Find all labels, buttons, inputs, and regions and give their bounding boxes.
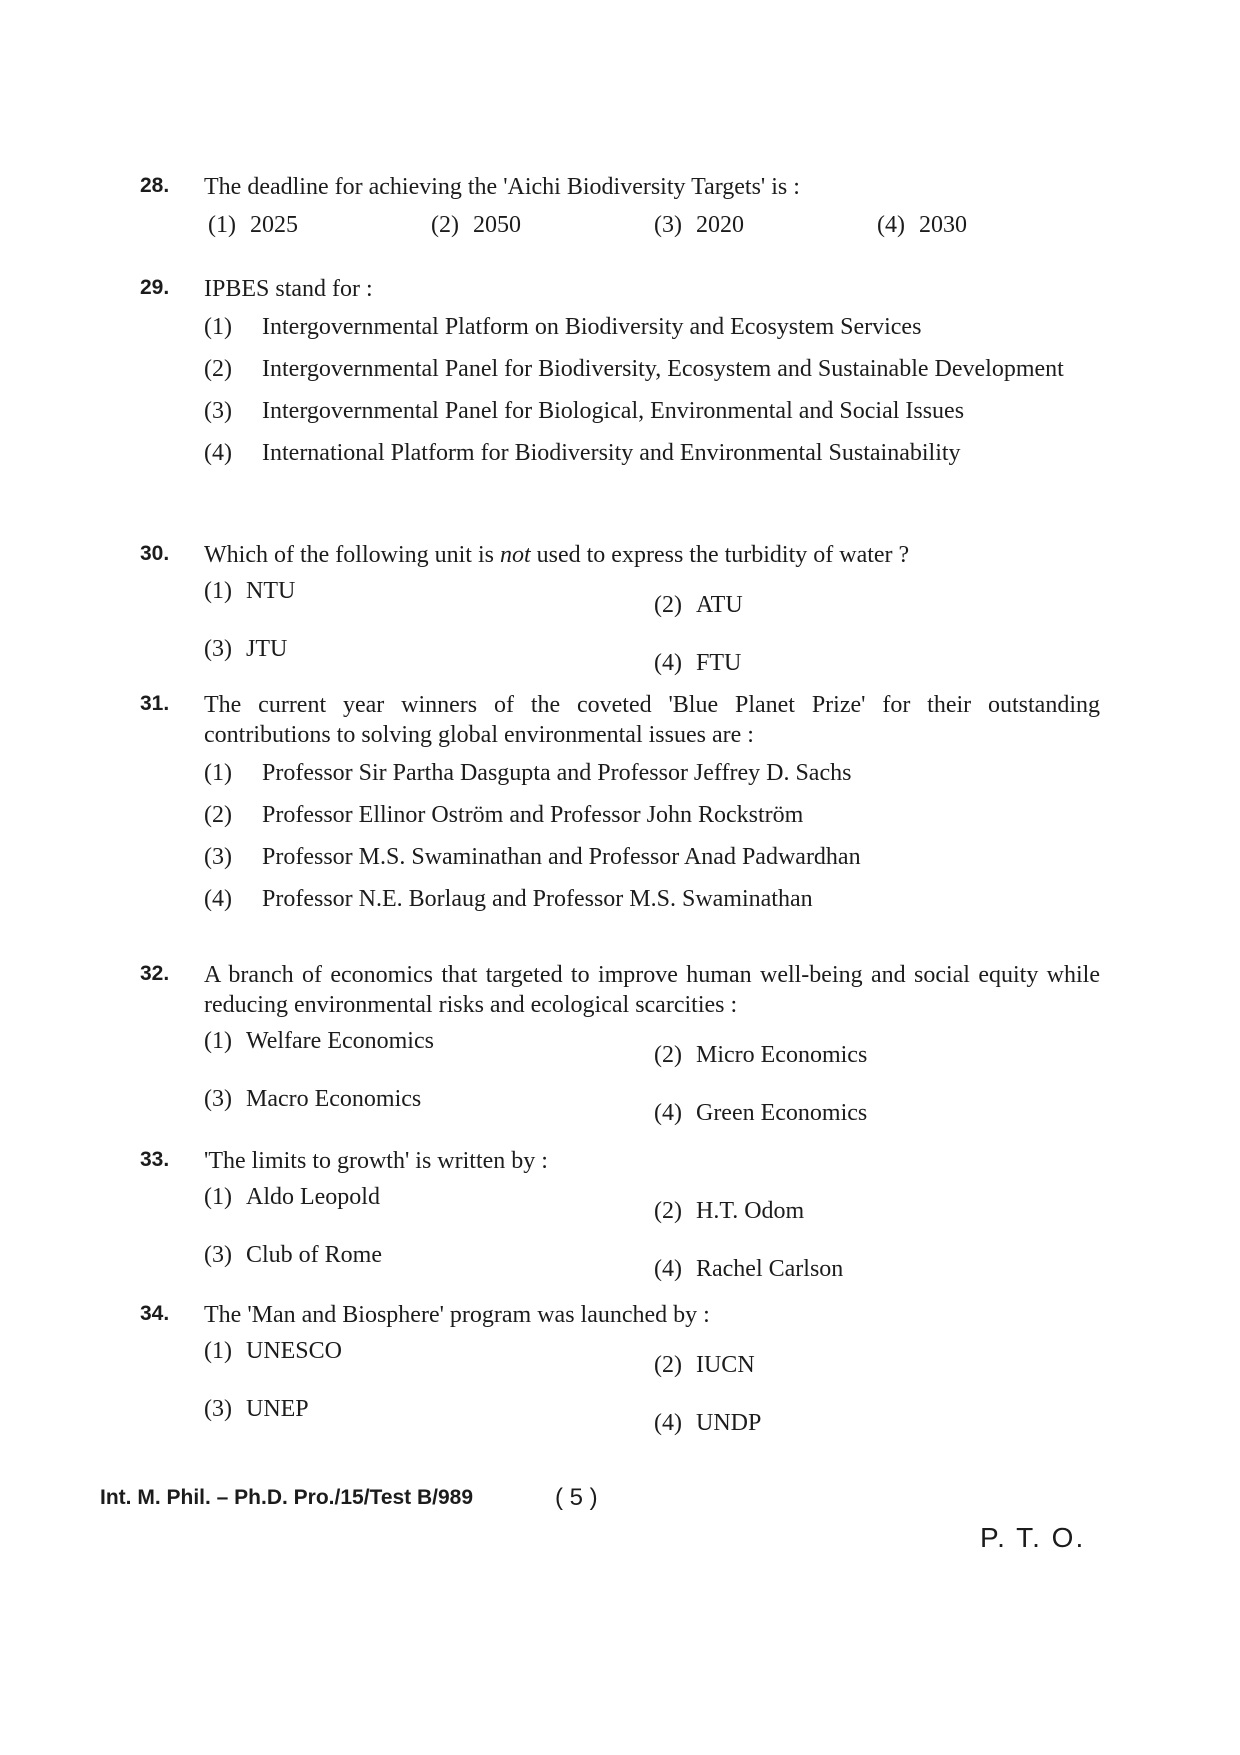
option-3: (3) JTU bbox=[204, 636, 288, 662]
paper-code: Int. M. Phil. – Ph.D. Pro./15/Test B/989 bbox=[100, 1486, 474, 1509]
option-3: (3) 2020 bbox=[654, 212, 744, 238]
option-1: (1) Professor Sir Partha Dasgupta and Professor Jeffrey D. Sachs bbox=[204, 760, 852, 786]
question-number: 34. bbox=[140, 1302, 170, 1325]
options bbox=[204, 576, 1100, 692]
option-4: (4) International Platform for Biodiversity and Environmental Sustainability bbox=[204, 440, 961, 466]
option-1: (1) UNESCO bbox=[204, 1338, 342, 1364]
question-34 bbox=[140, 1300, 1100, 1452]
question-31 bbox=[140, 690, 1100, 926]
question-text: The deadline for achieving the 'Aichi Biodiversity Targets' is : bbox=[204, 174, 800, 200]
option-1: (1) Intergovernmental Platform on Biodiversity and Ecosystem Services bbox=[204, 314, 922, 340]
options bbox=[204, 1336, 1100, 1452]
question-number: 31. bbox=[140, 692, 170, 715]
option-4: (4) 2030 bbox=[877, 212, 967, 238]
question-number: 30. bbox=[140, 542, 170, 565]
options bbox=[204, 1182, 1100, 1298]
option-4: (4) UNDP bbox=[654, 1410, 762, 1436]
option-4: (4) Rachel Carlson bbox=[654, 1256, 844, 1282]
option-2: (2) H.T. Odom bbox=[654, 1198, 805, 1224]
option-2: (2) Micro Economics bbox=[654, 1042, 868, 1068]
option-4: (4) Green Economics bbox=[654, 1100, 868, 1126]
option-3: (3) Intergovernmental Panel for Biological, Environmental and Social Issues bbox=[204, 398, 965, 424]
option-4: (4) Professor N.E. Borlaug and Professor M.S. Swaminathan bbox=[204, 886, 813, 912]
option-3: (3) Club of Rome bbox=[204, 1242, 382, 1268]
question-text: A branch of economics that targeted to improve human well-being and social equity while reducing environmental risks and ecological scarcities : bbox=[204, 962, 1100, 1018]
question-number: 28. bbox=[140, 174, 170, 197]
question-30 bbox=[140, 540, 1100, 692]
question-text: The current year winners of the coveted 'Blue Planet Prize' for their outstanding contributions to solving global environmental issues are : bbox=[204, 692, 1100, 748]
options bbox=[204, 1026, 1100, 1142]
question-number: 32. bbox=[140, 962, 170, 985]
option-2: (2) Intergovernmental Panel for Biodiversity, Ecosystem and Sustainable Development bbox=[204, 356, 1064, 382]
options bbox=[204, 312, 1100, 468]
question-text: IPBES stand for : bbox=[204, 276, 373, 302]
option-3: (3) Macro Economics bbox=[204, 1086, 422, 1112]
option-3: (3) Professor M.S. Swaminathan and Professor Anad Padwardhan bbox=[204, 844, 861, 870]
option-4: (4) FTU bbox=[654, 650, 742, 676]
options bbox=[204, 758, 1100, 914]
question-text: Which of the following unit is not used to express the turbidity of water ? bbox=[204, 542, 910, 568]
option-2: (2) ATU bbox=[654, 592, 743, 618]
option-2: (2) 2050 bbox=[431, 212, 521, 238]
question-text: The 'Man and Biosphere' program was launched by : bbox=[204, 1302, 710, 1328]
question-number: 29. bbox=[140, 276, 170, 299]
option-1: (1) Aldo Leopold bbox=[204, 1184, 380, 1210]
option-1: (1) 2025 bbox=[208, 212, 298, 238]
question-32 bbox=[140, 960, 1100, 1142]
question-text: 'The limits to growth' is written by : bbox=[204, 1148, 548, 1174]
option-1: (1) Welfare Economics bbox=[204, 1028, 434, 1054]
option-3: (3) UNEP bbox=[204, 1396, 309, 1422]
option-1: (1) NTU bbox=[204, 578, 296, 604]
option-2: (2) IUCN bbox=[654, 1352, 755, 1378]
options bbox=[208, 212, 1100, 239]
please-turn-over: P. T. O. bbox=[980, 1522, 1086, 1553]
question-33 bbox=[140, 1146, 1100, 1298]
option-2: (2) Professor Ellinor Oström and Professor John Rockström bbox=[204, 802, 804, 828]
question-number: 33. bbox=[140, 1148, 170, 1171]
page-number: ( 5 ) bbox=[555, 1484, 598, 1511]
question-29 bbox=[140, 274, 1100, 480]
question-28 bbox=[140, 172, 1100, 239]
